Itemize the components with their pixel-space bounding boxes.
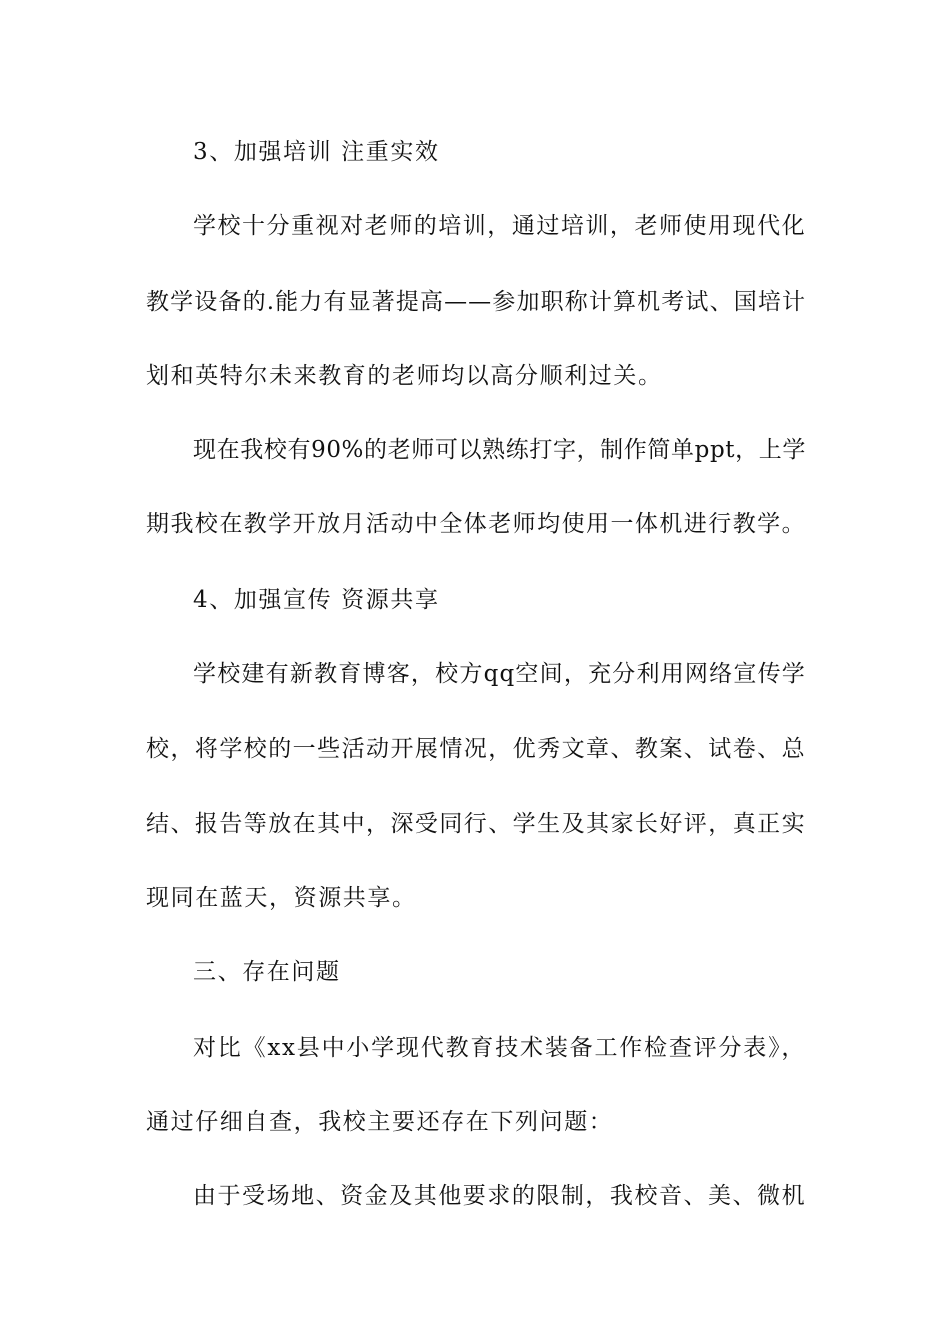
- paragraph-line: 校，将学校的一些活动开展情况，优秀文章、教案、试卷、总: [146, 736, 806, 762]
- section-heading-publicity: 4、加强宣传 资源共享: [193, 587, 440, 613]
- paragraph-line: 期我校在教学开放月活动中全体老师均使用一体机进行教学。: [146, 511, 806, 537]
- paragraph-line: 学校十分重视对老师的培训，通过培训，老师使用现代化: [193, 213, 806, 239]
- paragraph-line: 对比《xx县中小学现代教育技术装备工作检查评分表》，: [193, 1035, 806, 1061]
- paragraph-line: 教学设备的.能力有显著提高——参加职称计算机考试、国培计: [146, 289, 806, 315]
- paragraph-line: 现在我校有90%的老师可以熟练打字，制作简单ppt，上学: [193, 437, 806, 463]
- paragraph-line: 通过仔细自查，我校主要还存在下列问题：: [146, 1109, 614, 1135]
- paragraph-line: 由于受场地、资金及其他要求的限制，我校音、美、微机: [193, 1183, 806, 1209]
- section-heading-problems: 三、存在问题: [193, 959, 341, 985]
- paragraph-line: 划和英特尔未来教育的老师均以高分顺利过关。: [146, 363, 663, 389]
- paragraph-line: 结、报告等放在其中，深受同行、学生及其家长好评，真正实: [146, 811, 806, 837]
- paragraph-line: 现同在蓝天，资源共享。: [146, 885, 417, 911]
- section-heading-training: 3、加强培训 注重实效: [193, 139, 440, 165]
- paragraph-line: 学校建有新教育博客，校方qq空间，充分利用网络宣传学: [193, 661, 806, 687]
